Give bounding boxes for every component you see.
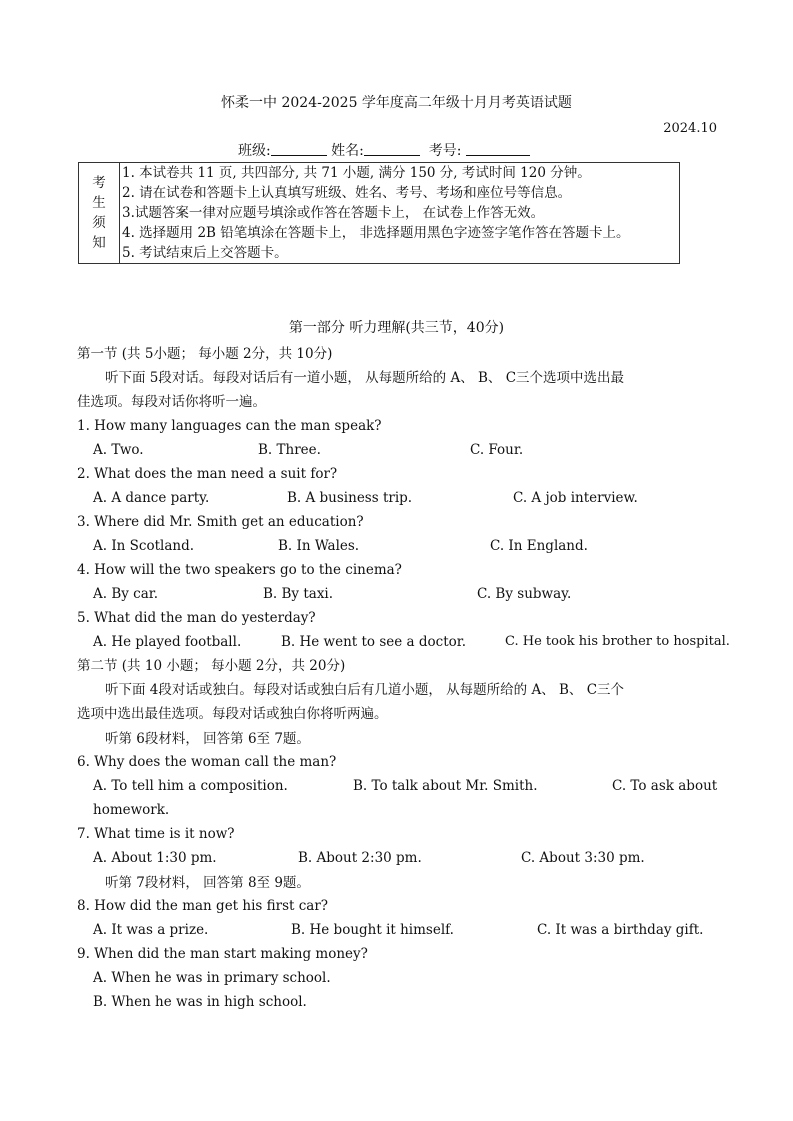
q1-option-c[interactable]: C. Four. [470, 442, 524, 458]
section1-instruction-cont: 佳选项。每段对话你将听一遍。 [77, 394, 266, 410]
name-blank[interactable] [364, 142, 420, 156]
q2-option-a[interactable]: A. A dance party. [93, 490, 210, 506]
q7-option-b[interactable]: B. About 2:30 pm. [298, 850, 422, 866]
notice-side-label [79, 163, 120, 264]
q6-option-a[interactable]: A. To tell him a composition. [93, 778, 288, 794]
class-blank[interactable] [271, 142, 327, 156]
q1-option-a[interactable]: A. Two. [93, 442, 144, 458]
q9-option-a[interactable]: A. When he was in primary school. [93, 970, 331, 986]
material-7-instruction: 听第 7段材料， 回答第 8至 9题。 [105, 875, 310, 891]
q2-option-c[interactable]: C. A job interview. [513, 490, 638, 506]
q8-option-a[interactable]: A. It was a prize. [93, 922, 209, 938]
q1-option-b[interactable]: B. Three. [258, 442, 321, 458]
student-info-line [238, 140, 530, 160]
question-6: 6. Why does the woman call the man? [77, 754, 337, 770]
notice-item: 2. 请在试卷和答题卡上认真填写班级、姓名、考号、考场和座位号等信息。 [122, 185, 572, 201]
notice-item: 3.试题答案一律对应题号填涂或作答在答题卡上， 在试卷上作答无效。 [122, 205, 545, 221]
notice-item: 1. 本试卷共 11 页, 共四部分, 共 71 小题, 满分 150 分, 考试时间 120 分钟。 [122, 165, 591, 181]
notice-table [78, 162, 680, 264]
exam-title: 怀柔一中 2024-2025 学年度高二年级十月月考英语试题 [221, 95, 572, 111]
question-8: 8. How did the man get his first car? [77, 898, 329, 914]
material-6-instruction: 听第 6段材料， 回答第 6至 7题。 [105, 731, 310, 747]
notice-item: 5. 考试结束后上交答题卡。 [122, 245, 288, 261]
part1-title: 第一部分 听力理解(共三节，40分) [288, 320, 505, 336]
notice-items [120, 163, 680, 264]
exam-no-label: 考号: [428, 143, 462, 159]
side-char: 考 [92, 175, 106, 191]
q4-option-a[interactable]: A. By car. [93, 586, 159, 602]
side-char: 知 [92, 235, 106, 251]
question-1: 1. How many languages can the man speak? [77, 418, 382, 434]
q3-option-a[interactable]: A. In Scotland. [93, 538, 195, 554]
exam-no-blank[interactable] [466, 142, 530, 156]
exam-date: 2024.10 [663, 121, 717, 136]
q9-option-b[interactable]: B. When he was in high school. [93, 994, 307, 1010]
q2-option-b[interactable]: B. A business trip. [287, 490, 413, 506]
q7-option-a[interactable]: A. About 1:30 pm. [93, 850, 217, 866]
question-2: 2. What does the man need a suit for? [77, 466, 338, 482]
notice-item: 4. 选择题用 2B 铅笔填涂在答题卡上， 非选择题用黑色字迹签字笔作答在答题卡上。 [122, 225, 630, 241]
q3-option-c[interactable]: C. In England. [490, 538, 588, 554]
q6-option-b[interactable]: B. To talk about Mr. Smith. [353, 778, 538, 794]
q5-option-c[interactable]: C. He took his brother to hospital. [505, 634, 730, 649]
section2-instruction: 听下面 4段对话或独白。每段对话或独白后有几道小题， 从每题所给的 A、 B、 C三个 [105, 682, 625, 698]
side-char: 须 [92, 215, 106, 231]
section2-title: 第二节 (共 10 小题； 每小题 2分，共 20分) [77, 658, 346, 674]
side-char: 生 [92, 195, 106, 211]
q5-option-a[interactable]: A. He played football. [93, 634, 242, 650]
q8-option-b[interactable]: B. He bought it himself. [291, 922, 454, 938]
q3-option-b[interactable]: B. In Wales. [278, 538, 360, 554]
question-9: 9. When did the man start making money? [77, 946, 368, 962]
section1-title: 第一节 (共 5小题； 每小题 2分，共 10分) [77, 346, 333, 362]
question-5: 5. What did the man do yesterday? [77, 610, 316, 626]
q6-option-c-cont: homework. [93, 802, 170, 818]
question-4: 4. How will the two speakers go to the cinema? [77, 562, 402, 578]
q8-option-c[interactable]: C. It was a birthday gift. [537, 922, 704, 938]
q4-option-c[interactable]: C. By subway. [477, 586, 572, 602]
question-3: 3. Where did Mr. Smith get an education? [77, 514, 364, 530]
q7-option-c[interactable]: C. About 3:30 pm. [521, 850, 645, 866]
q5-option-b[interactable]: B. He went to see a doctor. [281, 634, 467, 650]
q4-option-b[interactable]: B. By taxi. [263, 586, 334, 602]
section2-instruction-cont: 选项中选出最佳选项。每段对话或独白你将听两遍。 [77, 706, 388, 722]
q6-option-c[interactable]: C. To ask about [612, 778, 718, 794]
section1-instruction: 听下面 5段对话。每段对话后有一道小题， 从每题所给的 A、 B、 C三个选项中选出最 [105, 370, 625, 386]
name-label: 姓名: [331, 143, 364, 159]
question-7: 7. What time is it now? [77, 826, 235, 842]
class-label: 班级: [238, 143, 271, 159]
